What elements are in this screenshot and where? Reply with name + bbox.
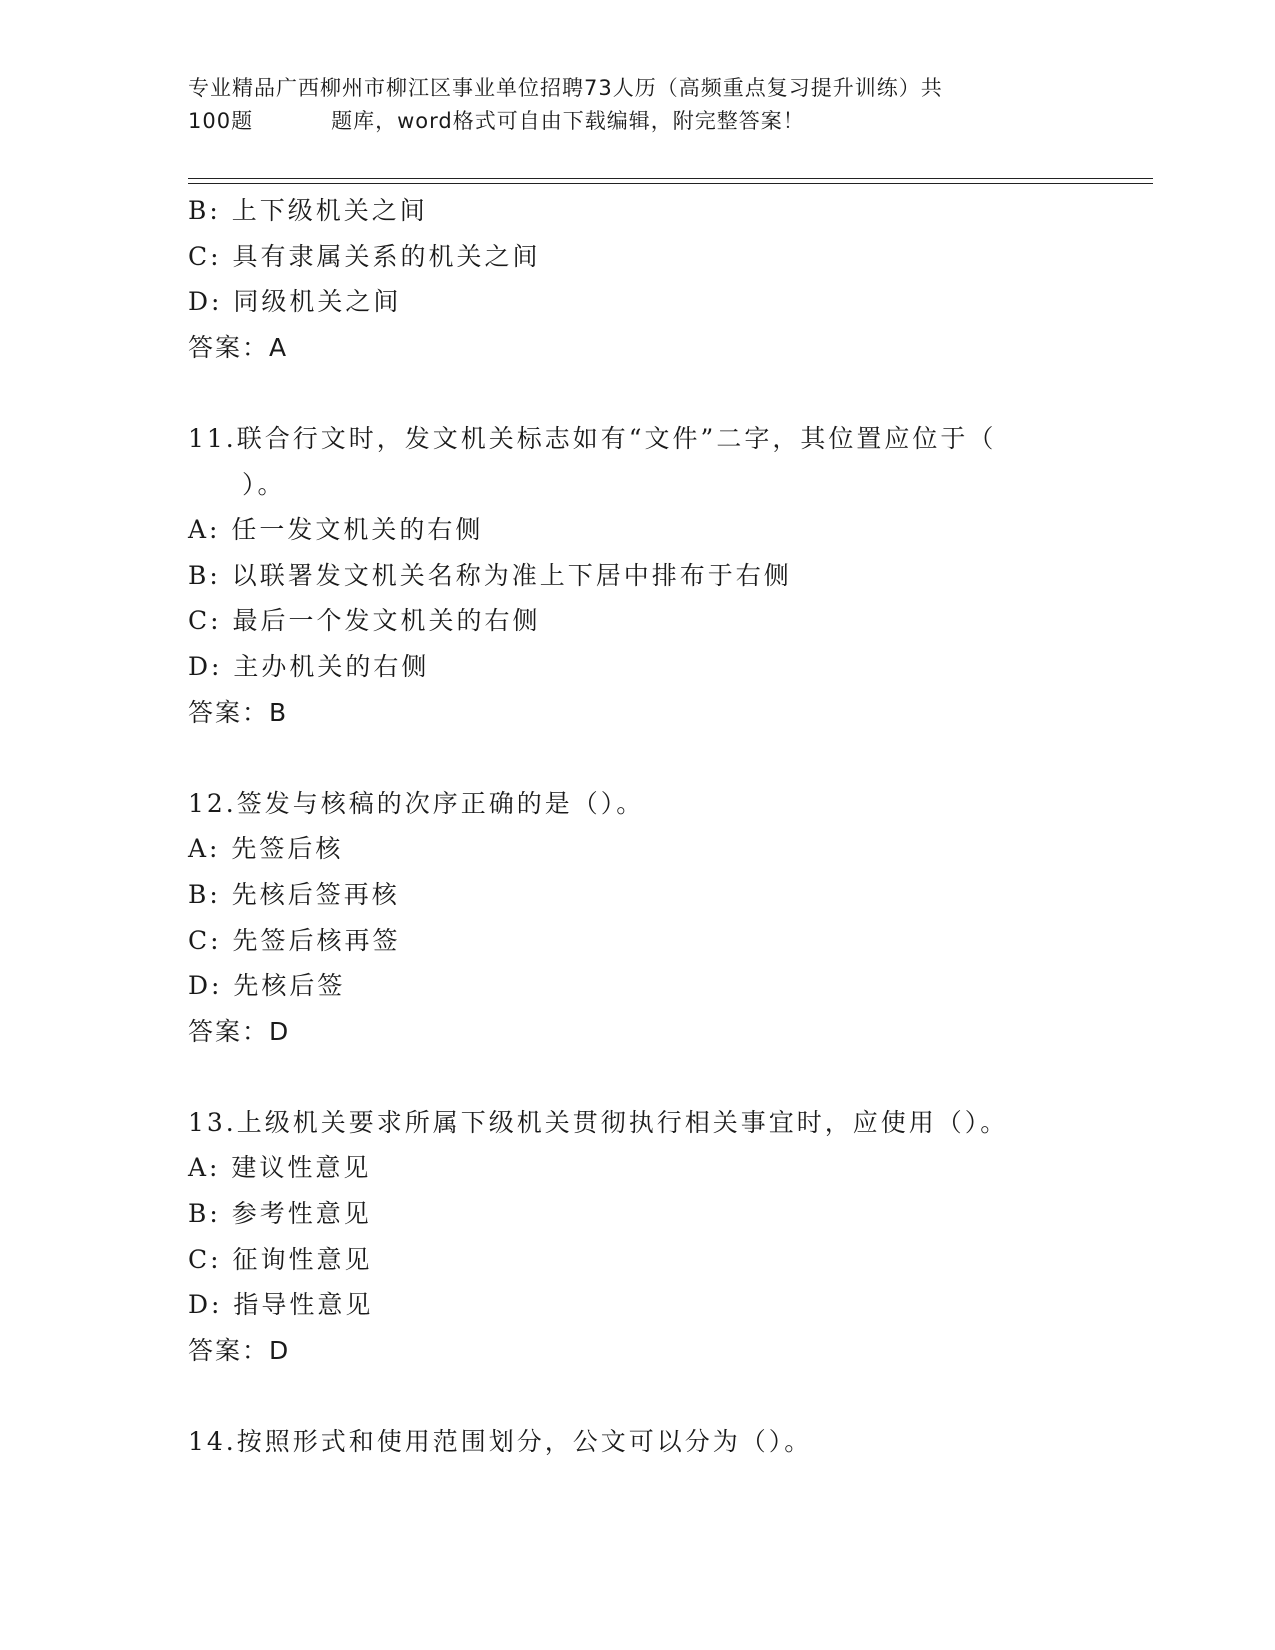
option-b: B: 参考性意见: [188, 1199, 372, 1229]
question-stem: 12.签发与核稿的次序正确的是（）。: [188, 788, 645, 818]
question-stem: 13.上级机关要求所属下级机关贯彻执行相关事宜时，应使用（）。: [188, 1107, 1009, 1137]
answer-line: 答案：D: [188, 1335, 291, 1365]
option-d: D: 同级机关之间: [188, 287, 402, 317]
question-block-14: [188, 1419, 1088, 1465]
option-c: C: 具有隶属关系的机关之间: [188, 241, 541, 271]
question-block-12: [188, 781, 1088, 1055]
option-b: B: 以联署发文机关名称为准上下居中排布于右侧: [188, 560, 792, 590]
header-title-line1: 专业精品广西柳州市柳江区事业单位招聘73人历（高频重点复习提升训练）共: [188, 76, 943, 100]
answer-line: 答案：B: [188, 697, 289, 727]
question-stem: 11.联合行文时，发文机关标志如有“文件”二字，其位置应位于（: [188, 423, 997, 453]
option-b: B: 先核后签再核: [188, 879, 400, 909]
option-d: D: 主办机关的右侧: [188, 651, 430, 681]
answer-line: 答案：A: [188, 332, 289, 362]
header-divider-bottom: [188, 183, 1153, 184]
question-stem: 14.按照形式和使用范围划分，公文可以分为（）。: [188, 1427, 813, 1457]
option-c: C: 先签后核再签: [188, 925, 401, 955]
question-block-13: [188, 1100, 1088, 1374]
header-title-tail: 题库，word格式可自由下载编辑，附完整答案！: [331, 109, 805, 133]
header-question-count: 100题: [188, 109, 254, 133]
question-stem-continued: ）。: [242, 469, 286, 499]
question-block-prev: [188, 188, 1088, 370]
option-b: B: 上下级机关之间: [188, 196, 428, 225]
option-c: C: 最后一个发文机关的右侧: [188, 606, 541, 636]
option-d: D: 先核后签: [188, 971, 346, 1001]
option-a: A: 先签后核: [188, 834, 344, 864]
header-title-line2: [188, 105, 1068, 138]
option-a: A: 建议性意见: [188, 1153, 372, 1183]
question-block-11: [188, 416, 1088, 735]
option-a: A: 任一发文机关的右侧: [188, 515, 484, 545]
option-c: C: 征询性意见: [188, 1244, 373, 1274]
header-divider-top: [188, 178, 1153, 179]
document-header: [188, 72, 1068, 138]
answer-line: 答案：D: [188, 1016, 291, 1046]
option-d: D: 指导性意见: [188, 1290, 374, 1320]
question-list: [188, 188, 1088, 1465]
